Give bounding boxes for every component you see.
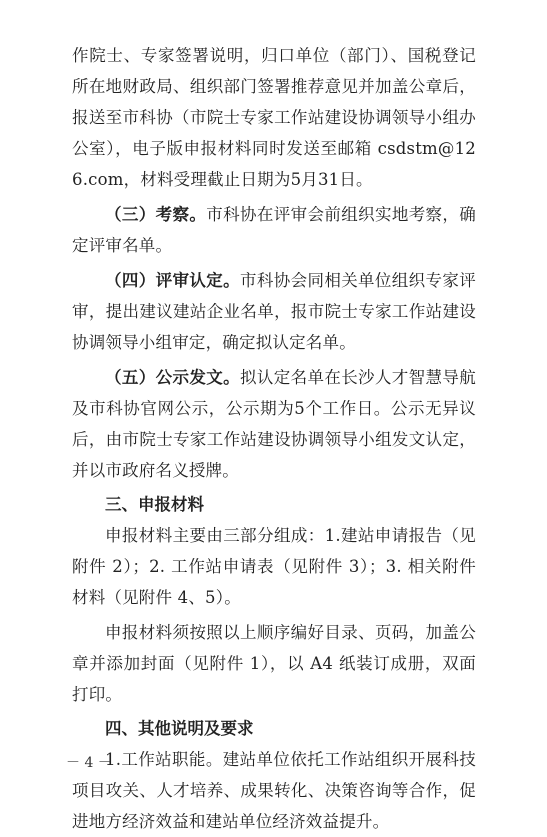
section-4-paragraph-1: 1.工作站职能。建站单位依托工作站组织开展科技项目攻关、人才培养、成果转化、决策咨询等合作，促进地方经济效益和建站单位经济效益提升。 <box>72 750 476 831</box>
step-5-body: 拟认定名单在长沙人才智慧导航及市科协官网公示，公示期为5个工作日。公示无异议后，由市院士专家工作站建设协调领导小组发文认定，并以市政府名义授牌。 <box>72 368 476 480</box>
step-4-lead: （四）评审认定。 <box>105 271 240 290</box>
document-body <box>72 40 476 837</box>
section-4-heading: 四、其他说明及要求 <box>105 719 254 738</box>
page-number: － 4 － <box>66 755 112 771</box>
section-3-heading: 三、申报材料 <box>105 495 204 514</box>
section-3-paragraph-1: 申报材料主要由三部分组成：1.建站申请报告（见附件 2）；2. 工作站申请表（见附件 3）；3. 相关附件材料（见附件 4、5）。 <box>72 526 476 607</box>
step-3-body: 市科协在评审会前组织实地考察，确定评审名单。 <box>72 205 477 255</box>
intro-paragraph: 作院士、专家签署说明，归口单位（部门）、国税登记所在地财政局、组织部门签署推荐意见并加盖公章后，报送至市科协（市院士专家工作站建设协调领导小组办公室），电子版申报材料同时发送至邮箱 csdstm@126.com，材料受理截止日期为5月31日。 <box>72 46 476 189</box>
step-5-lead: （五）公示发文。 <box>105 368 240 387</box>
step-4-paragraph <box>72 265 476 358</box>
step-3-paragraph <box>72 199 476 261</box>
step-3-lead: （三）考察。 <box>105 205 207 224</box>
step-5-paragraph <box>72 362 476 486</box>
step-4-body: 市科协会同相关单位组织专家评审，提出建议建站企业名单，报市院士专家工作站建设协调领导小组审定，确定拟认定名单。 <box>72 271 476 352</box>
section-3-paragraph-2: 申报材料须按照以上顺序编好目录、页码，加盖公章并添加封面（见附件 1），以 A4 纸装订成册，双面打印。 <box>72 623 476 704</box>
